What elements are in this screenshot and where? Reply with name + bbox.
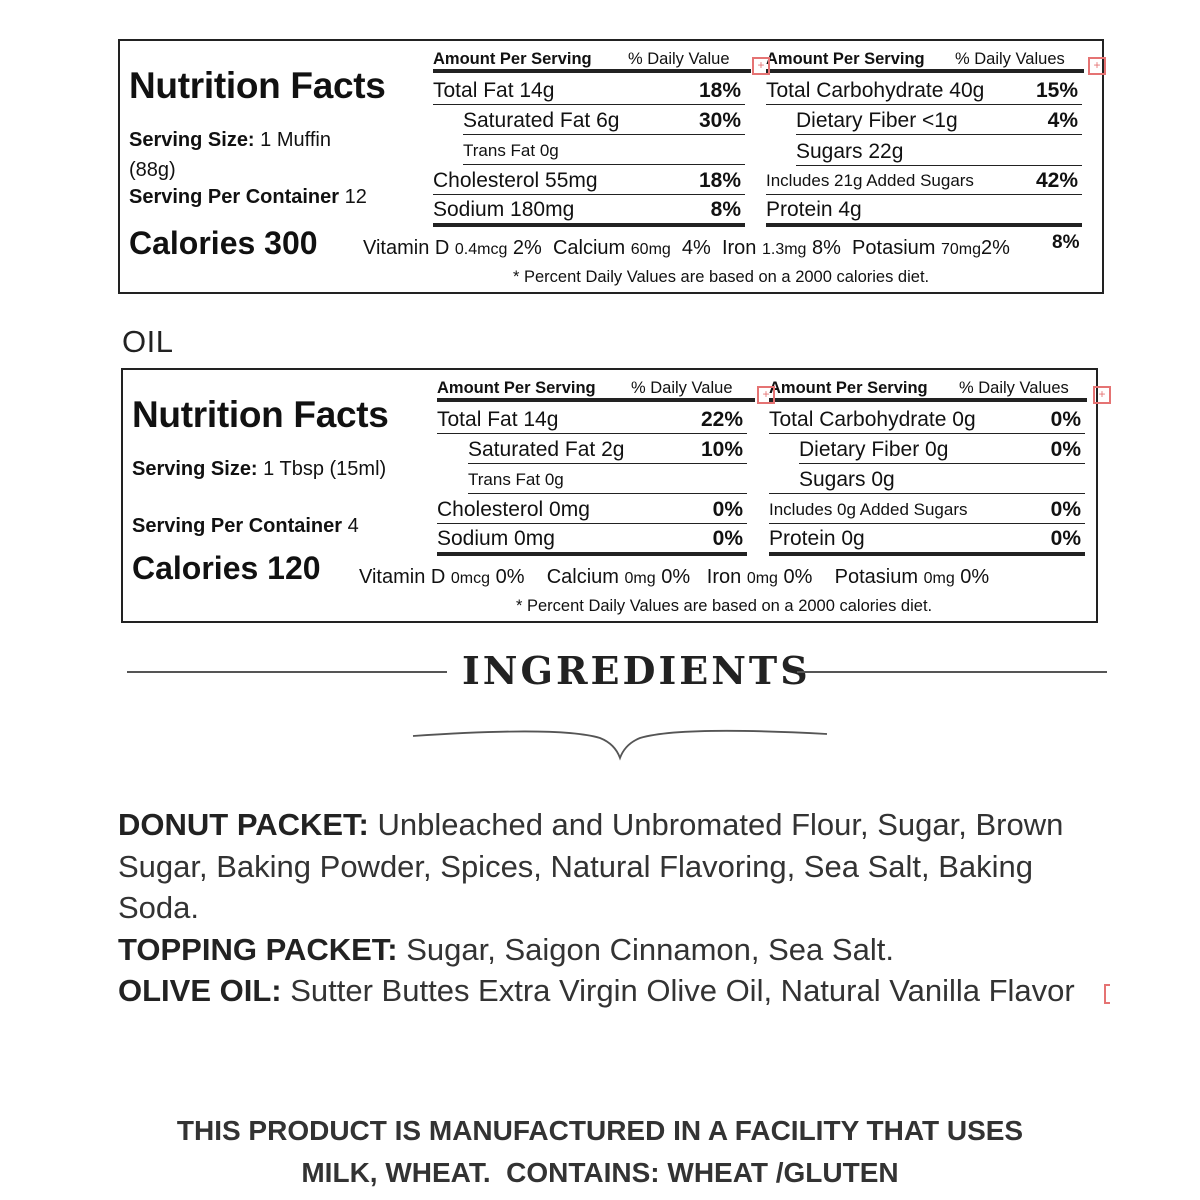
footnote: * Percent Daily Values are based on a 2000 calories diet. <box>516 597 933 615</box>
donut-packet-label: DONUT PACKET: <box>118 807 369 842</box>
header-rule-right <box>766 69 1084 73</box>
marker-icon: + <box>752 57 770 75</box>
header-dv-right: % Daily Values <box>959 379 1069 397</box>
servings-per-container <box>132 515 359 538</box>
olive-oil-label: OLIVE OIL: <box>118 973 282 1008</box>
nutrient-row: Trans Fat 0g <box>463 136 745 165</box>
serving-size-label: Serving Size: <box>132 458 258 480</box>
topping-packet-label: TOPPING PACKET: <box>118 931 398 967</box>
servings-value: 12 <box>344 186 367 208</box>
allergen-statement <box>100 1110 1100 1194</box>
calories: Calories 300 <box>129 225 318 261</box>
header-amount-right: Amount Per Serving <box>769 379 928 397</box>
nutrient-row: Protein 4g <box>766 195 1082 227</box>
flourish-divider <box>410 724 830 766</box>
nutrient-row: Total Carbohydrate 40g 15% <box>766 76 1082 105</box>
nutrient-row: Cholesterol 55mg 18% <box>433 166 745 195</box>
nutrient-row: Sodium 0mg 0% <box>437 524 747 556</box>
header-rule-left <box>433 69 751 73</box>
nutrient-row: Protein 0g 0% <box>769 524 1085 556</box>
nutrient-row: Total Carbohydrate 0g 0% <box>769 405 1085 434</box>
servings-label: Serving Per Container <box>132 515 343 537</box>
nutrition-facts-title: Nutrition Facts <box>132 394 389 435</box>
header-amount-left: Amount Per Serving <box>433 50 592 68</box>
nutrient-row: Saturated Fat 2g 10% <box>468 435 747 464</box>
nutrition-facts-title: Nutrition Facts <box>129 65 386 106</box>
marker-icon: + <box>1093 386 1111 404</box>
ingredients-rule-left <box>127 671 447 673</box>
serving-size-label: Serving Size: <box>129 129 255 151</box>
allergen-line-1: THIS PRODUCT IS MANUFACTURED IN A FACILITY THAT USES <box>176 1115 1024 1146</box>
nutrient-row: Cholesterol 0mg 0% <box>437 495 747 524</box>
footnote: * Percent Daily Values are based on a 2000 calories diet. <box>513 268 930 286</box>
nutrition-label-muffin <box>118 39 1104 294</box>
header-dv-left: % Daily Value <box>631 379 733 397</box>
serving-size-value: 1 Tbsp (15ml) <box>263 458 387 480</box>
nutrient-row: Dietary Fiber 0g 0% <box>799 435 1085 464</box>
serving-size <box>132 458 386 481</box>
oil-heading: OIL <box>122 324 174 359</box>
nutrient-row: Total Fat 14g 22% <box>437 405 747 434</box>
nutrient-row: Includes 21g Added Sugars 42% <box>766 166 1082 195</box>
servings-per-container <box>129 186 367 209</box>
marker-icon: + <box>1088 57 1106 75</box>
serving-size <box>129 129 331 152</box>
nutrient-row: Saturated Fat 6g 30% <box>463 106 745 135</box>
vitamins-line: Vitamin D 0mcg 0% Calcium 0mg 0% Iron 0mg 0% Potasium 0mg 0% <box>359 566 990 588</box>
topping-packet-text: Sugar, Saigon Cinnamon, Sea Salt. <box>397 931 894 967</box>
nutrient-row: Includes 0g Added Sugars 0% <box>769 495 1085 524</box>
marker-icon <box>1104 984 1110 1004</box>
serving-size-value: 1 Muffin <box>260 129 331 151</box>
ingredients-text <box>118 804 1078 1012</box>
nutrient-row: Total Fat 14g 18% <box>433 76 745 105</box>
nutrient-row: Sodium 180mg 8% <box>433 195 745 227</box>
olive-oil-text: Sutter Buttes Extra Virgin Olive Oil, Natural Vanilla Flavor <box>281 973 1075 1008</box>
servings-value: 4 <box>347 515 359 537</box>
header-rule-left <box>437 398 755 402</box>
donut-packet-text: Unbleached and Unbromated Flour, Sugar, Brown Sugar, Baking Powder, Spices, Natural Flavoring, Sea Salt, Baking Soda. <box>118 807 1064 925</box>
overlap-percent: 8% <box>1052 232 1080 253</box>
marker-icon: + <box>757 386 775 404</box>
header-rule-right <box>769 398 1087 402</box>
nutrient-row: Trans Fat 0g <box>468 465 747 494</box>
header-dv-left: % Daily Value <box>628 50 730 68</box>
vitamins-line: Vitamin D 0.4mcg 2% Calcium 60mg 4% Iron 1.3mg 8% Potasium 70mg2% <box>363 237 1010 259</box>
servings-label: Serving Per Container <box>129 186 340 208</box>
header-amount-left: Amount Per Serving <box>437 379 596 397</box>
calories: Calories 120 <box>132 550 321 586</box>
header-amount-right: Amount Per Serving <box>766 50 925 68</box>
header-dv-right: % Daily Values <box>955 50 1065 68</box>
allergen-line-2: MILK, WHEAT. CONTAINS: WHEAT /GLUTEN <box>301 1157 899 1188</box>
ingredients-title: INGREDIENTS <box>462 648 811 693</box>
serving-size-extra: (88g) <box>129 159 176 181</box>
nutrient-row: Sugars 22g <box>796 137 1082 166</box>
ingredients-rule-right <box>797 671 1107 673</box>
nutrient-row: Sugars 0g <box>769 465 1085 494</box>
nutrition-label-oil <box>121 368 1106 623</box>
nutrient-row: Dietary Fiber <1g 4% <box>796 106 1082 135</box>
